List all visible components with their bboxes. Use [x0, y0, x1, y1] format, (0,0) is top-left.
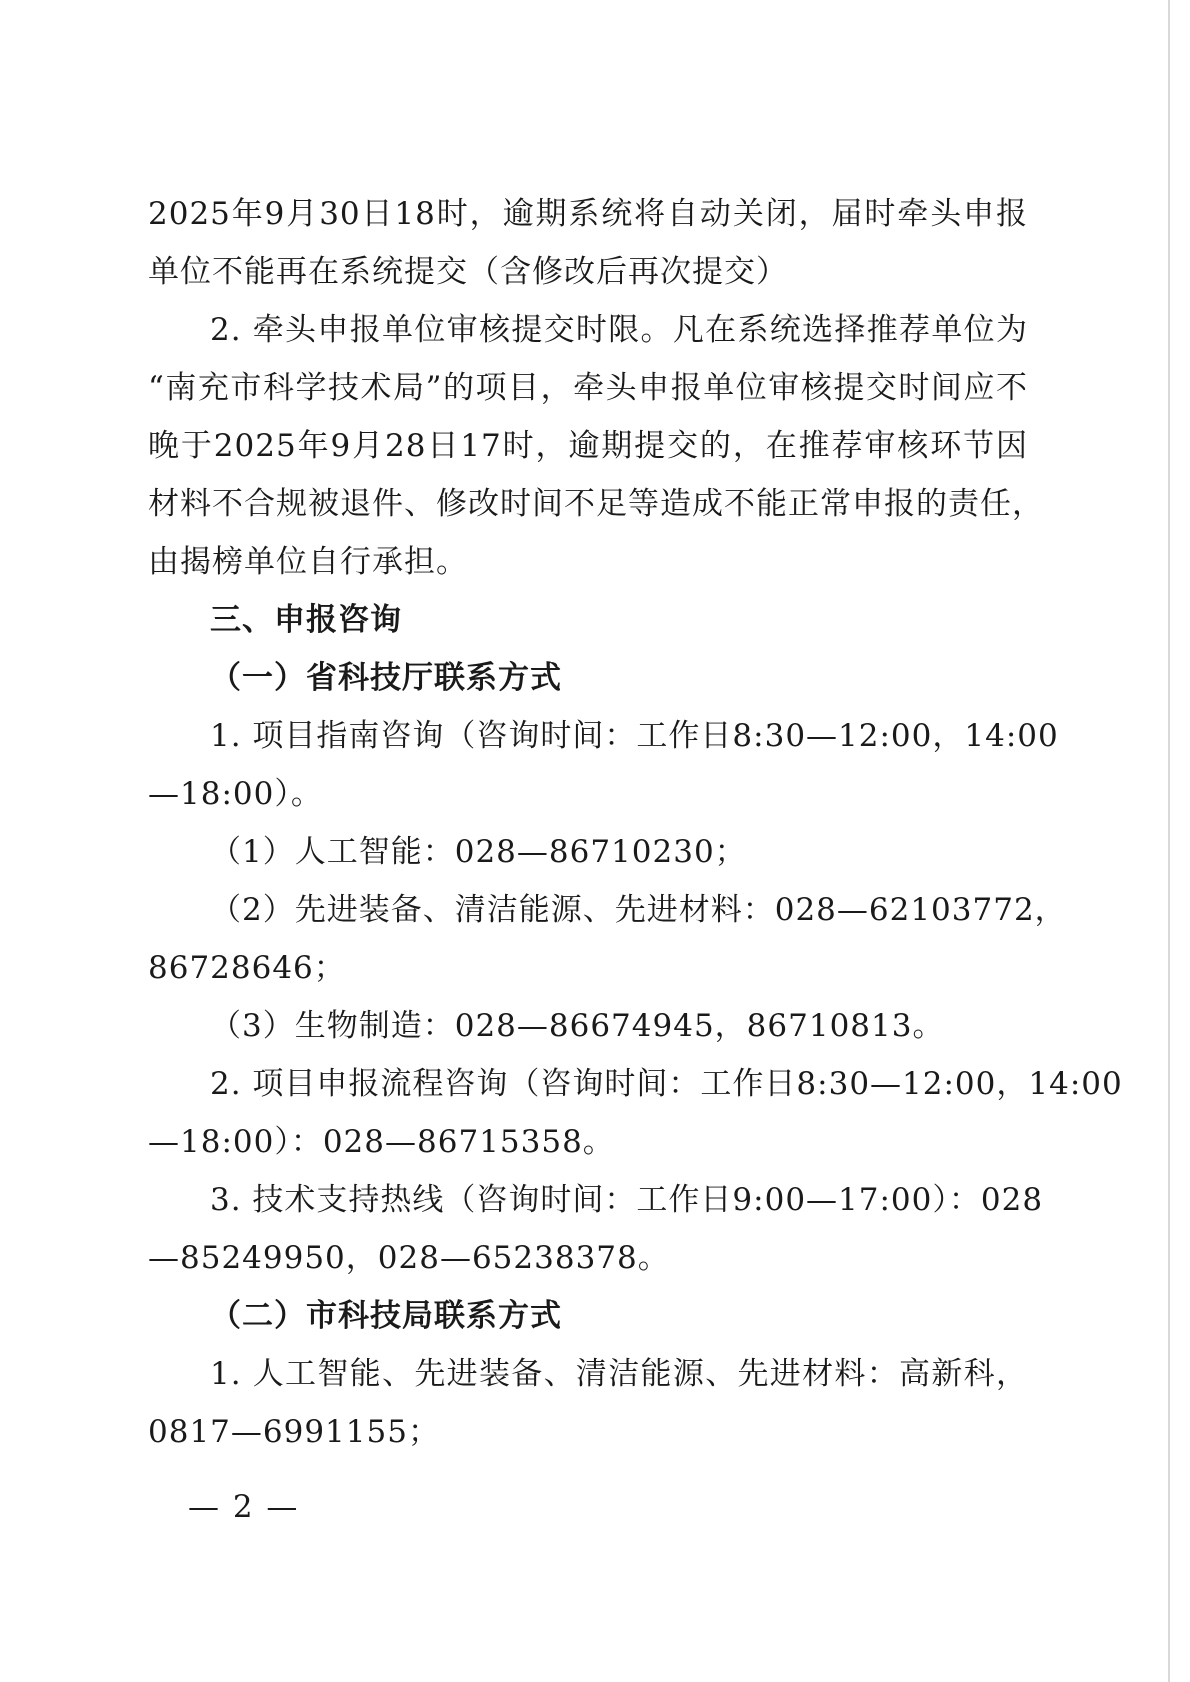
paragraph-line: “南充市科学技术局”的项目，牵头申报单位审核提交时间应不: [148, 370, 1028, 406]
scan-edge-line: [1168, 0, 1170, 1682]
section-heading: 三、申报咨询: [210, 602, 402, 638]
paragraph-line: （1）人工智能：028—86710230；: [210, 834, 747, 870]
paragraph-line: 86728646；: [148, 950, 346, 986]
subsection-heading: （二）市科技局联系方式: [210, 1298, 562, 1334]
paragraph-line: （2）先进装备、清洁能源、先进材料：028—62103772，: [210, 892, 1067, 928]
paragraph-line: 3. 技术支持热线（咨询时间：工作日9:00—17:00）：028: [210, 1182, 1044, 1218]
paragraph-line: 2. 牵头申报单位审核提交时限。凡在系统选择推荐单位为: [210, 312, 1028, 348]
paragraph-line: 2. 项目申报流程咨询（咨询时间：工作日8:30—12:00，14:00: [210, 1066, 1123, 1102]
paragraph-line: 0817—6991155；: [148, 1414, 440, 1450]
body-text: [148, 185, 1123, 1461]
paragraph-line: —18:00）：028—86715358。: [148, 1124, 615, 1160]
paragraph-line: —18:00）。: [148, 776, 323, 812]
paragraph-line: 单位不能再在系统提交（含修改后再次提交）: [148, 254, 788, 290]
paragraph-line: （3）生物制造：028—86674945，86710813。: [210, 1008, 945, 1044]
paragraph-line: 由揭榜单位自行承担。: [148, 544, 468, 580]
paragraph-line: 1. 项目指南咨询（咨询时间：工作日8:30—12:00，14:00: [210, 718, 1059, 754]
subsection-heading: （一）省科技厅联系方式: [210, 660, 562, 696]
paragraph-line: 材料不合规被退件、修改时间不足等造成不能正常申报的责任，: [148, 486, 1044, 522]
page-number: — 2 —: [188, 1489, 300, 1525]
paragraph-line: 2025年9月30日18时，逾期系统将自动关闭，届时牵头申报: [148, 196, 1028, 232]
paragraph-line: 晚于2025年9月28日17时，逾期提交的，在推荐审核环节因: [148, 428, 1028, 464]
paragraph-line: 1. 人工智能、先进装备、清洁能源、先进材料：高新科，: [210, 1356, 1028, 1392]
paragraph-line: —85249950，028—65238378。: [148, 1240, 670, 1276]
